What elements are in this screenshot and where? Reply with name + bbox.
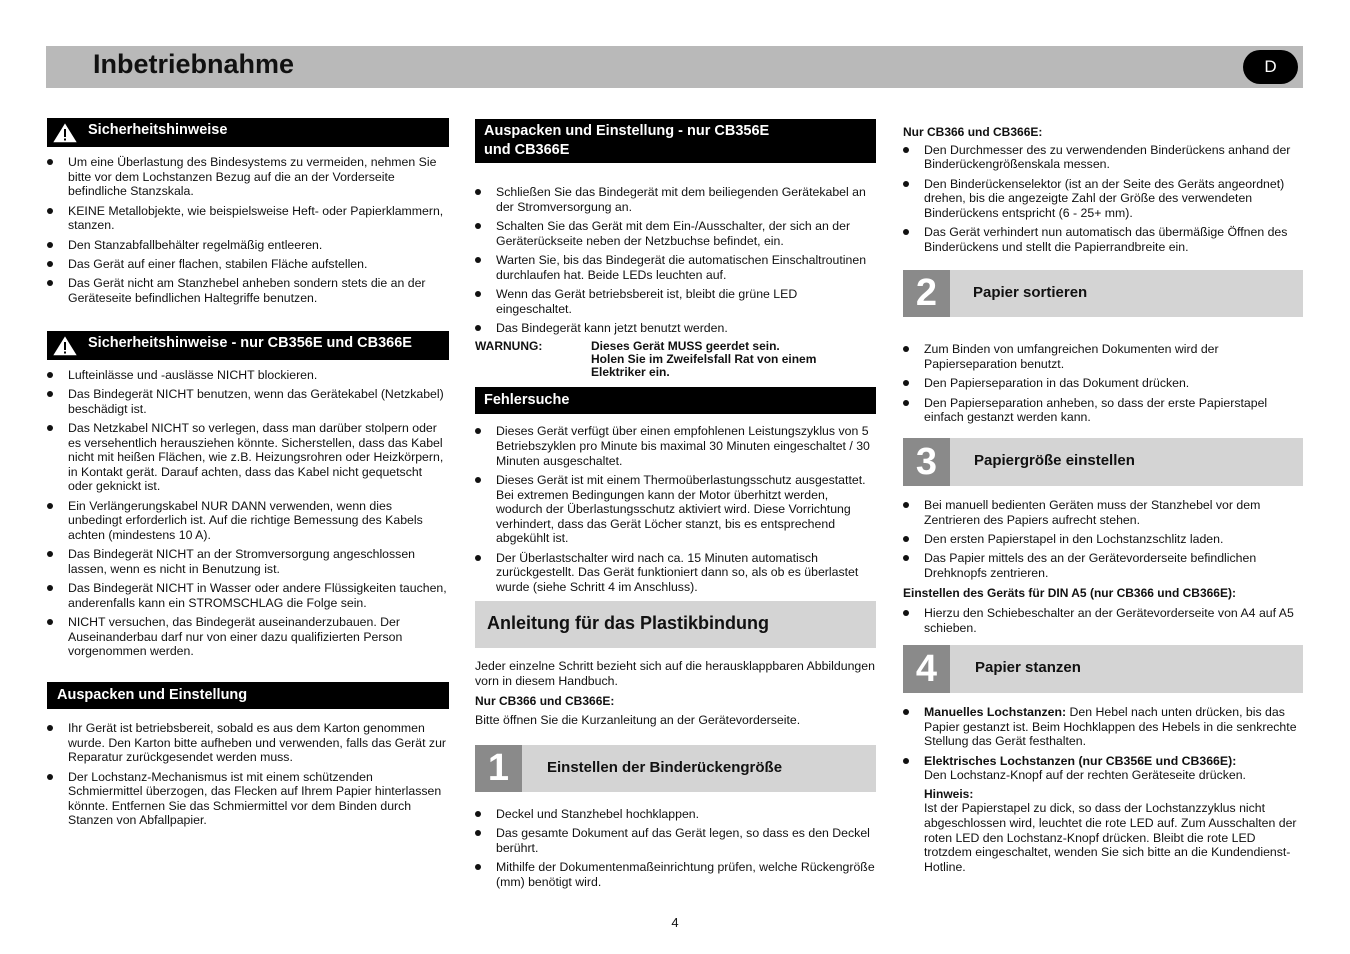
list-item: Ihr Gerät ist betriebsbereit, sobald es aus dem Karton genommen wurde. Den Karton bitte aufheben und verwenden, falls das Gerät zur Reparatur zurückgesendet werden muss. xyxy=(47,721,449,765)
section-title: Fehlersuche xyxy=(484,392,570,409)
list-item: Dieses Gerät verfügt über einen empfohlenen Leistungszyklus von 5 Betriebszyklen pro Minute bis maximal 30 Minuten eingeschaltet / 30 Minuten ausgeschaltet. xyxy=(475,424,876,468)
hint-label: Hinweis: xyxy=(924,786,974,801)
step-number: 4 xyxy=(903,645,950,693)
section-title: Auspacken und Einstellung xyxy=(57,687,248,703)
header-bar xyxy=(46,46,1303,88)
list-item: Der Lochstanz-Mechanismus ist mit einem schützenden Schmiermittel überzogen, das Flecken auf Ihrem Papier hinterlassen könnte. Entfernen Sie das Schmiermittel vor dem Binden durch Stanzen von Abfallpapier. xyxy=(47,770,449,828)
list-item: Den Durchmesser des zu verwendenden Binderückens anhand der Binderückengrößenskala messen. xyxy=(903,143,1303,172)
unpack-cb-list xyxy=(475,185,876,336)
list-item: Den ersten Papierstapel in den Lochstanzschlitz laden. xyxy=(903,532,1303,547)
warning-icon xyxy=(50,120,80,145)
step-title: Papier stanzen xyxy=(975,659,1081,677)
list-item: Lufteinlässe und -auslässe NICHT blockieren. xyxy=(47,368,449,383)
step-3-list xyxy=(903,498,1303,581)
list-item: Das Gerät auf einer flachen, stabilen Fläche aufstellen. xyxy=(47,257,449,272)
section-header-safety-cb xyxy=(47,331,449,360)
page-number: 4 xyxy=(671,915,679,930)
step-1-list xyxy=(475,807,876,890)
electric-punch-text: Den Lochstanz-Knopf auf der rechten Geräteseite drücken. xyxy=(924,768,1246,783)
list-item: NICHT versuchen, das Bindegerät auseinanderzubauen. Der Auseinanderbau darf nur von einer dazu qualifizierten Person vorgenommen werden. xyxy=(47,615,449,659)
list-item: Das Bindegerät NICHT in Wasser oder andere Flüssigkeiten tauchen, anderenfalls kann ein STROMSCHLAG die Folge sein. xyxy=(47,581,449,610)
step-4-list xyxy=(903,705,1303,783)
column-1 xyxy=(47,118,449,833)
list-item: Deckel und Stanzhebel hochklappen. xyxy=(475,807,876,822)
list-item: Hierzu den Schiebeschalter an der Gerätevorderseite von A4 auf A5 schieben. xyxy=(903,606,1303,635)
warning-line: Dieses Gerät MUSS geerdet sein. xyxy=(591,339,780,354)
section-title-line2: und CB366E xyxy=(484,142,570,158)
guide-title: Anleitung für das Plastikbindung xyxy=(487,613,770,634)
warning-line: Elektriker ein. xyxy=(591,365,670,380)
step-2-header xyxy=(903,270,1303,317)
step-2-list xyxy=(903,342,1303,425)
guide-header xyxy=(475,601,876,648)
section-header-unpack-cb xyxy=(475,119,876,163)
guide-subheading: Nur CB366 und CB366E: xyxy=(475,693,615,708)
list-item: Das Netzkabel NICHT so verlegen, dass man darüber stolpern oder es versehentlich herausziehen könnte. Sicherstellen, dass das Kabel nicht mit heißen Flächen, wie z.B. Heizungsrohren oder Heizkörpern, in Kontakt gerät. Darauf achten, dass das Kabel nicht gequetscht oder geknickt ist. xyxy=(47,421,449,494)
list-item xyxy=(903,705,1303,749)
step-4-header xyxy=(903,645,1303,693)
list-item: Ein Verlängerungskabel NUR DANN verwenden, wenn dies unbedingt erforderlich ist. Auf die richtige Bemessung des Kabels achten (mindestens 10 A). xyxy=(47,499,449,543)
step-number: 3 xyxy=(903,438,950,486)
list-item: Dieses Gerät ist mit einem Thermoüberlastungsschutz ausgestattet. Bei extremen Bedingungen kann der Motor überhitzt werden, wodurch der Überlastungsschutz aktiviert wird. Diese Vorrichtung verhindert, dass das Gerät Löcher stanzt, bis es entsprechend abgekühlt ist. xyxy=(475,473,876,546)
a5-list xyxy=(903,606,1303,635)
list-item: Schalten Sie das Gerät mit dem Ein-/Ausschalter, der sich an der Geräterückseite neben der Netzbuchse befindet, ein. xyxy=(475,219,876,248)
warning-label: WARNUNG: xyxy=(475,339,543,354)
list-item: Das Bindegerät NICHT benutzen, wenn das Gerätekabel (Netzkabel) beschädigt ist. xyxy=(47,387,449,416)
hint-block xyxy=(903,787,1303,875)
warning-note xyxy=(475,340,876,379)
warning-line: Holen Sie im Zweifelsfall Rat von einem xyxy=(591,352,817,367)
step-title: Papiergröße einstellen xyxy=(974,451,1135,469)
cb366-subheading: Nur CB366 und CB366E: xyxy=(903,125,1043,139)
list-item: Zum Binden von umfangreichen Dokumenten wird der Papierseparation benutzt. xyxy=(903,342,1303,371)
list-item: Das Bindegerät kann jetzt benutzt werden. xyxy=(475,321,876,336)
list-item: Das Gerät nicht am Stanzhebel anheben sondern stets die an der Geräteseite befindlichen Haltegriffe benutzen. xyxy=(47,276,449,305)
list-item: Den Papierseparation anheben, so dass der erste Papierstapel einfach gestanzt werden kann. xyxy=(903,396,1303,425)
hint-text: Ist der Papierstapel zu dick, so dass der Lochstanzzyklus nicht abgeschlossen wird, leuchtet die rote LED auf. Zum Ausschalten der roten LED den Lochstanz-Knopf drücken. Bleibt die rote LED trotzdem eingeschaltet, wenden Sie sich bitte an die Kundendienst-Hotline. xyxy=(924,801,1297,874)
step-number: 2 xyxy=(903,270,950,317)
safety-cb-list xyxy=(47,368,449,659)
step-3-header xyxy=(903,438,1303,486)
list-item: Das Bindegerät NICHT an der Stromversorgung angeschlossen lassen, wenn es nicht in Benutzung ist. xyxy=(47,547,449,576)
list-item: Den Stanzabfallbehälter regelmäßig entleeren. xyxy=(47,238,449,253)
list-item: Bei manuell bedienten Geräten muss der Stanzhebel vor dem Zentrieren des Papiers aufrecht stehen. xyxy=(903,498,1303,527)
list-item: Warten Sie, bis das Bindegerät die automatischen Einschaltroutinen durchlaufen hat. Beide LEDs leuchten auf. xyxy=(475,253,876,282)
safety-list xyxy=(47,155,449,306)
language-badge: D xyxy=(1243,50,1298,84)
section-header-unpack xyxy=(47,682,449,709)
column-3 xyxy=(903,125,1303,874)
guide-intro: Jeder einzelne Schritt bezieht sich auf die herausklappbaren Abbildungen vorn in diesem Handbuch. xyxy=(475,659,875,689)
list-item: Schließen Sie das Bindegerät mit dem beiliegenden Gerätekabel an der Stromversorgung an. xyxy=(475,185,876,214)
electric-punch-label: Elektrisches Lochstanzen (nur CB356E und CB366E): xyxy=(924,753,1237,768)
list-item: Den Papierseparation in das Dokument drücken. xyxy=(903,376,1303,391)
manual-punch-label: Manuelles Lochstanzen: xyxy=(924,705,1067,720)
troubleshooting-list xyxy=(475,424,876,594)
list-item: KEINE Metallobjekte, wie beispielsweise Heft- oder Papierklammern, stanzen. xyxy=(47,204,449,233)
list-item: Der Überlastschalter wird nach ca. 15 Minuten automatisch zurückgestellt. Das Gerät funktioniert dann so, als ob es überlastet wurde (siehe Schritt 4 im Anschluss). xyxy=(475,551,876,595)
page-title: Inbetriebnahme xyxy=(93,49,295,79)
section-header-safety xyxy=(47,118,449,147)
list-item xyxy=(903,754,1303,783)
list-item: Das gesamte Dokument auf das Gerät legen, so dass es den Deckel berührt. xyxy=(475,826,876,855)
manual-punch-text: Den Hebel nach unten drücken, bis das Papier gestanzt ist. Beim Hochklappen des Hebels in die senkrechte Stellung das Gerät festhalten. xyxy=(924,705,1297,749)
step-number: 1 xyxy=(475,745,522,792)
list-item: Um eine Überlastung des Bindesystems zu vermeiden, nehmen Sie bitte vor dem Lochstanzen Bezug auf die an der Vorderseite befindliche Stanzskala. xyxy=(47,155,449,199)
step-title: Einstellen der Binderückengröße xyxy=(547,758,783,776)
list-item: Das Papier mittels des an der Gerätevorderseite befindlichen Drehknopfs zentrieren. xyxy=(903,551,1303,580)
section-title-line1: Auspacken und Einstellung - nur CB356E xyxy=(484,123,770,139)
section-header-troubleshooting xyxy=(475,387,876,414)
list-item: Wenn das Gerät betriebsbereit ist, bleibt die grüne LED eingeschaltet. xyxy=(475,287,876,316)
step-1-header xyxy=(475,745,876,792)
column-2 xyxy=(475,119,876,894)
list-item: Den Binderückenselektor (ist an der Seite des Geräts angeordnet) drehen, bis die angezeigte Zahl der Größe des verwendeten Binderückens entspricht (6 - 25+ mm). xyxy=(903,177,1303,221)
cb366-list xyxy=(903,143,1303,255)
section-title: Sicherheitshinweise xyxy=(88,122,228,138)
list-item: Das Gerät verhindert nun automatisch das übermäßige Öffnen des Binderückens und stellt die Papierrandbreite ein. xyxy=(903,225,1303,254)
warning-icon xyxy=(50,333,80,358)
section-title: Sicherheitshinweise - nur CB356E und CB366E xyxy=(88,334,412,351)
a5-subheading: Einstellen des Geräts für DIN A5 (nur CB366 und CB366E): xyxy=(903,586,1236,601)
list-item: Mithilfe der Dokumentenmaßeinrichtung prüfen, welche Rückengröße (mm) benötigt wird. xyxy=(475,860,876,889)
warning-text xyxy=(591,340,816,379)
step-title: Papier sortieren xyxy=(973,284,1088,302)
guide-text: Bitte öffnen Sie die Kurzanleitung an der Gerätevorderseite. xyxy=(475,713,801,728)
unpack-list xyxy=(47,721,449,828)
